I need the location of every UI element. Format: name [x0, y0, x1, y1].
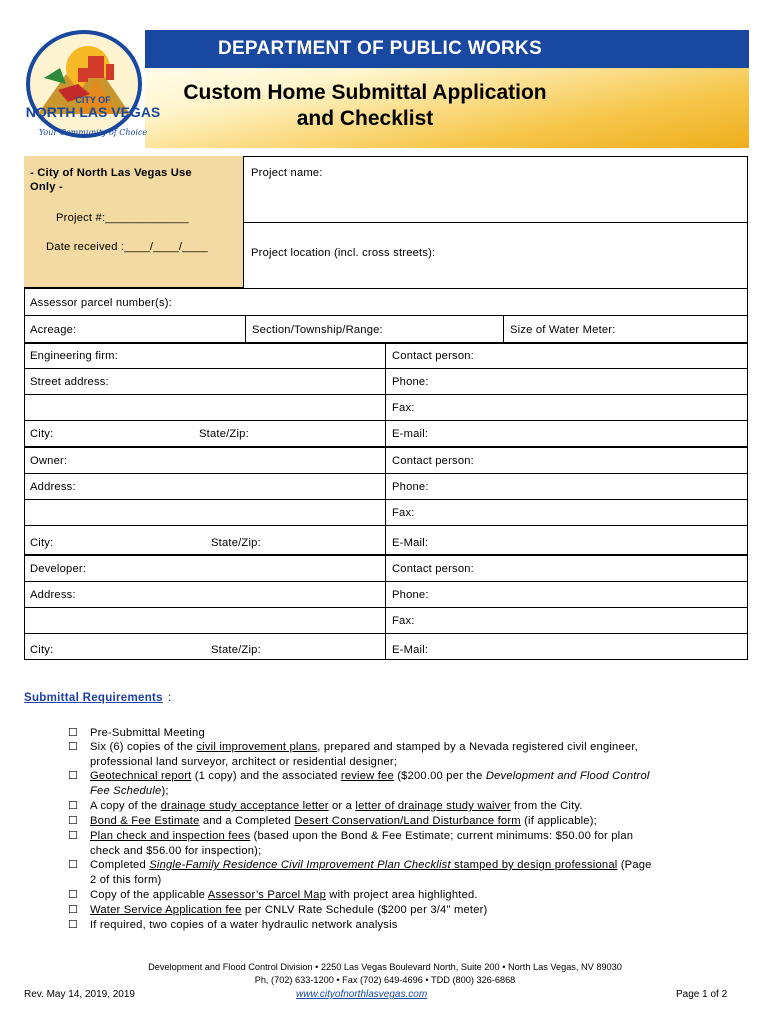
engineering-state-zip-field[interactable]: State/Zip:: [199, 428, 249, 440]
requirement-text: Completed Single-Family Residence Civil Improvement Plan Checklist stamped by design professional (Page 2 of this form): [90, 859, 652, 886]
checkbox-icon[interactable]: ☐: [68, 727, 79, 739]
owner-city-field[interactable]: City:: [30, 537, 54, 549]
developer-contact-field[interactable]: Contact person:: [392, 563, 474, 575]
engineering-street-field[interactable]: Street address:: [30, 376, 109, 388]
section-township-range-field[interactable]: Section/Township/Range:: [252, 324, 383, 336]
logo-city-big: NORTH LAS VEGAS: [25, 104, 161, 120]
developer-address-field[interactable]: Address:: [30, 589, 76, 601]
review-fee-link[interactable]: review fee: [340, 770, 394, 782]
checkbox-icon[interactable]: ☐: [68, 815, 79, 827]
requirement-item: [68, 740, 708, 770]
requirement-text: Bond & Fee Estimate and a Completed Desert Conservation/Land Disturbance form (if applicable);: [90, 815, 597, 827]
plan-check-fees-link[interactable]: Plan check and inspection fees: [90, 830, 251, 842]
assessor-parcel-map-link[interactable]: Assessor’s Parcel Map: [207, 889, 326, 901]
civil-improvement-plans-link[interactable]: civil improvement plans: [196, 741, 318, 753]
developer-email-field[interactable]: E-Mail:: [392, 644, 429, 656]
department-bar: [145, 30, 749, 68]
engineering-city-field[interactable]: City:: [30, 428, 54, 440]
checkbox-icon[interactable]: ☐: [68, 919, 79, 931]
assessor-parcel-field[interactable]: Assessor parcel number(s):: [30, 297, 172, 309]
requirement-item: [68, 829, 708, 859]
requirement-text: Six (6) copies of the civil improvement plans, prepared and stamped by a Nevada registered civil engineer, professional land surveyor, architect or residential designer;: [90, 741, 638, 768]
page-header: [0, 0, 770, 150]
checkbox-icon[interactable]: ☐: [68, 741, 79, 753]
logo-city-name: [18, 95, 168, 120]
requirement-text: If required, two copies of a water hydraulic network analysis: [90, 919, 398, 931]
engineering-email-field[interactable]: E-mail:: [392, 428, 429, 440]
submittal-requirements-colon: :: [168, 692, 172, 704]
requirement-item: [68, 769, 708, 799]
logo-tagline: Your Community of Choice: [38, 128, 148, 137]
owner-contact-field[interactable]: Contact person:: [392, 455, 474, 467]
requirement-text: Copy of the applicable Assessor’s Parcel Map with project area highlighted.: [90, 889, 478, 901]
geotechnical-report-link[interactable]: Geotechnical report: [90, 770, 192, 782]
footer-address: Development and Flood Control Division • 2250 Las Vegas Boulevard North, Suite 200 • North Las Vegas, NV 89030: [148, 962, 622, 972]
desert-conservation-form-link[interactable]: Desert Conservation/Land Disturbance form: [294, 815, 521, 827]
engineering-firm-field[interactable]: Engineering firm:: [30, 350, 118, 362]
bond-fee-estimate-link[interactable]: Bond & Fee Estimate: [90, 815, 200, 827]
owner-fax-field[interactable]: Fax:: [392, 507, 415, 519]
checkbox-icon[interactable]: ☐: [68, 800, 79, 812]
plan-checklist-link[interactable]: Single-Family Residence Civil Improvement Plan Checklist: [149, 859, 451, 871]
owner-address-field[interactable]: Address:: [30, 481, 76, 493]
city-logo: [18, 28, 168, 150]
requirement-item: [68, 858, 708, 888]
developer-fax-field[interactable]: Fax:: [392, 615, 415, 627]
department-name: DEPARTMENT OF PUBLIC WORKS: [217, 38, 543, 59]
checkbox-icon[interactable]: ☐: [68, 859, 79, 871]
cnlv-heading-2: Only -: [30, 181, 63, 193]
project-name-field[interactable]: Project name:: [251, 167, 323, 179]
requirement-text: Pre-Submittal Meeting: [90, 727, 205, 739]
submittal-requirements-heading: Submittal Requirements: [24, 692, 163, 704]
requirement-text: Water Service Application fee per CNLV Rate Schedule ($200 per 3/4" meter): [90, 904, 488, 916]
form-title-line2: and Checklist: [296, 107, 434, 130]
date-received-field[interactable]: Date received :____/____/____: [46, 241, 208, 253]
page-number: Page 1 of 2: [676, 989, 728, 1000]
revision-date: Rev. May 14, 2019, 2019: [24, 989, 135, 1000]
developer-phone-field[interactable]: Phone:: [392, 589, 429, 601]
owner-field[interactable]: Owner:: [30, 455, 68, 467]
checkbox-icon[interactable]: ☐: [68, 904, 79, 916]
city-website-link[interactable]: www.cityofnorthlasvegas.com: [296, 989, 428, 1000]
form-title: [150, 80, 580, 132]
project-number-field[interactable]: Project #:_____________: [56, 212, 189, 224]
checkbox-icon[interactable]: ☐: [68, 830, 79, 842]
engineering-phone-field[interactable]: Phone:: [392, 376, 429, 388]
cnlv-heading-1: - City of North Las Vegas Use: [30, 167, 192, 179]
developer-field[interactable]: Developer:: [30, 563, 87, 575]
water-service-application-link[interactable]: Water Service Application fee: [90, 904, 242, 916]
drainage-acceptance-letter-link[interactable]: drainage study acceptance letter: [160, 800, 329, 812]
owner-phone-field[interactable]: Phone:: [392, 481, 429, 493]
developer-city-field[interactable]: City:: [30, 644, 54, 656]
engineering-fax-field[interactable]: Fax:: [392, 402, 415, 414]
checkbox-icon[interactable]: ☐: [68, 770, 79, 782]
checkbox-icon[interactable]: ☐: [68, 889, 79, 901]
form-title-line1: Custom Home Submittal Application: [183, 81, 547, 104]
project-location-field[interactable]: Project location (incl. cross streets):: [251, 247, 436, 259]
cnlv-use-only-box: [24, 156, 244, 288]
acreage-field[interactable]: Acreage:: [30, 324, 77, 336]
footer-phone: Ph, (702) 633-1200 • Fax (702) 649-4696 • TDD (800) 326-6868: [254, 975, 516, 985]
developer-state-zip-field[interactable]: State/Zip:: [211, 644, 261, 656]
owner-state-zip-field[interactable]: State/Zip:: [211, 537, 261, 549]
requirement-text: Plan check and inspection fees (based upon the Bond & Fee Estimate; current minimums: $50.00 for plan check and $56.00 for inspection);: [90, 830, 634, 857]
requirement-text: Geotechnical report (1 copy) and the associated review fee ($200.00 per the Development and Flood Control Fee Schedule);: [90, 770, 650, 797]
engineering-contact-field[interactable]: Contact person:: [392, 350, 474, 362]
drainage-waiver-letter-link[interactable]: letter of drainage study waiver: [355, 800, 511, 812]
logo-city-small: CITY OF: [75, 95, 111, 105]
water-meter-size-field[interactable]: Size of Water Meter:: [510, 324, 616, 336]
owner-email-field[interactable]: E-Mail:: [392, 537, 429, 549]
requirement-text: A copy of the drainage study acceptance letter or a letter of drainage study waiver from the City.: [90, 800, 583, 812]
